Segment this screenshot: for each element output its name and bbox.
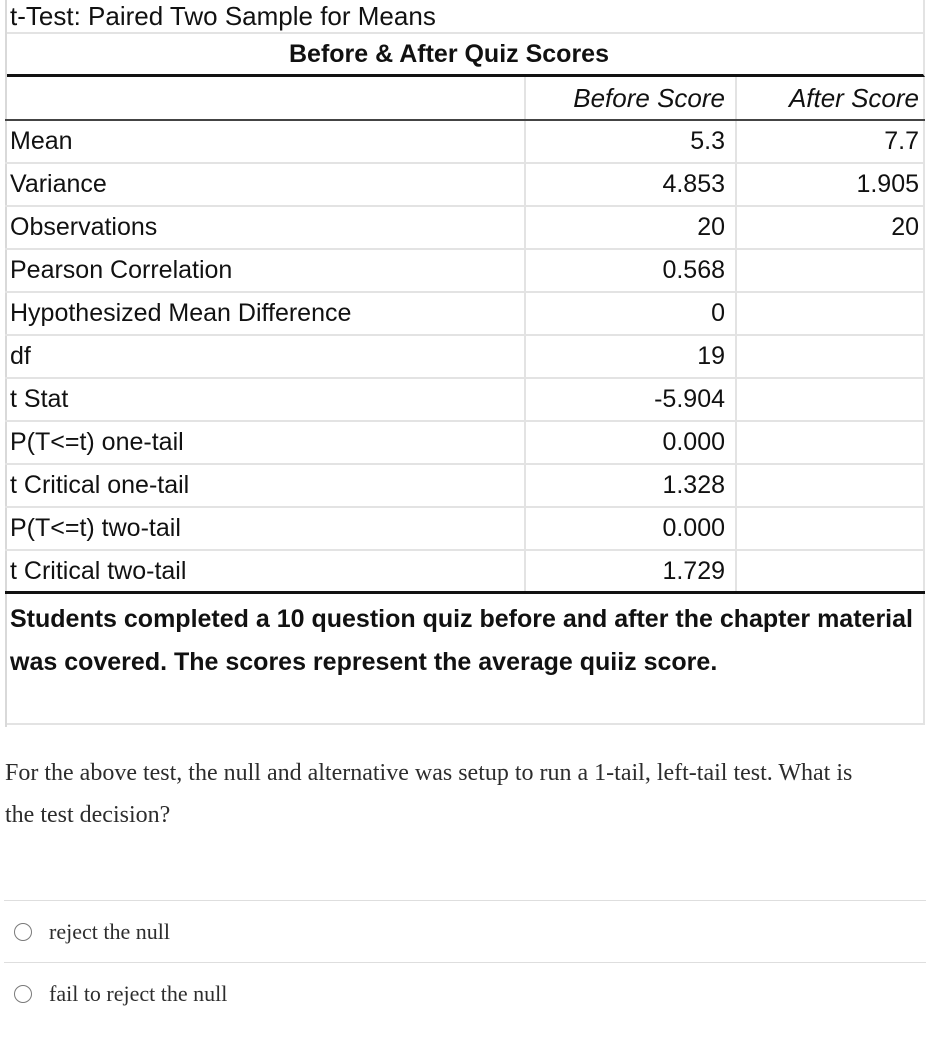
radio-button-icon[interactable] <box>14 985 32 1003</box>
table-row-t-critical-one-tail <box>5 465 925 508</box>
row-label: t Stat <box>5 379 526 420</box>
row-label: df <box>5 336 526 377</box>
table-row-df <box>5 336 925 379</box>
table-note: Students completed a 10 question quiz before and after the chapter material was covered. The scores represent the average quiiz score. <box>5 594 925 725</box>
row-label: Variance <box>5 164 526 205</box>
table-heading: Before & After Quiz Scores <box>5 34 925 77</box>
row-label: Observations <box>5 207 526 248</box>
after-value: 20 <box>737 207 925 248</box>
after-value: 7.7 <box>737 121 925 162</box>
table-row-pearson-correlation <box>5 250 925 293</box>
row-label: Mean <box>5 121 526 162</box>
row-label: Hypothesized Mean Difference <box>5 293 526 334</box>
after-value <box>737 422 925 463</box>
row-label: Pearson Correlation <box>5 250 526 291</box>
before-value: 0.000 <box>526 508 737 549</box>
table-row-hypothesized-mean-difference <box>5 293 925 336</box>
row-label: P(T<=t) one-tail <box>5 422 526 463</box>
t-test-output-table <box>5 0 925 725</box>
table-row-observations <box>5 207 925 250</box>
column-header-after: After Score <box>737 77 925 119</box>
after-value <box>737 508 925 549</box>
table-row-p-two-tail <box>5 508 925 551</box>
table-row-t-stat <box>5 379 925 422</box>
before-value: 4.853 <box>526 164 737 205</box>
row-label: t Critical one-tail <box>5 465 526 506</box>
table-row-variance <box>5 164 925 207</box>
table-row-p-one-tail <box>5 422 925 465</box>
table-title: t-Test: Paired Two Sample for Means <box>5 0 925 34</box>
before-value: 0 <box>526 293 737 334</box>
after-value <box>737 293 925 334</box>
before-value: 1.729 <box>526 551 737 591</box>
before-value: 5.3 <box>526 121 737 162</box>
before-value: 0.000 <box>526 422 737 463</box>
option-fail-to-reject-null[interactable] <box>4 962 926 1024</box>
after-value <box>737 379 925 420</box>
row-label: P(T<=t) two-tail <box>5 508 526 549</box>
before-value: -5.904 <box>526 379 737 420</box>
column-header-blank <box>5 77 526 119</box>
before-value: 20 <box>526 207 737 248</box>
table-row-t-critical-two-tail <box>5 551 925 594</box>
after-value <box>737 551 925 591</box>
option-reject-null[interactable] <box>4 900 926 962</box>
option-label: fail to reject the null <box>49 980 228 1006</box>
option-label: reject the null <box>49 918 170 944</box>
before-value: 19 <box>526 336 737 377</box>
before-value: 1.328 <box>526 465 737 506</box>
column-header-row <box>5 77 925 121</box>
after-value <box>737 465 925 506</box>
column-header-before: Before Score <box>526 77 737 119</box>
radio-button-icon[interactable] <box>14 923 32 941</box>
answer-options <box>4 900 926 1024</box>
after-value <box>737 336 925 377</box>
before-value: 0.568 <box>526 250 737 291</box>
row-label: t Critical two-tail <box>5 551 526 591</box>
table-row-mean <box>5 121 925 164</box>
after-value <box>737 250 925 291</box>
question-text: For the above test, the null and alternative was setup to run a 1-tail, left-tail test. What is the test decision? <box>5 760 853 828</box>
after-value: 1.905 <box>737 164 925 205</box>
